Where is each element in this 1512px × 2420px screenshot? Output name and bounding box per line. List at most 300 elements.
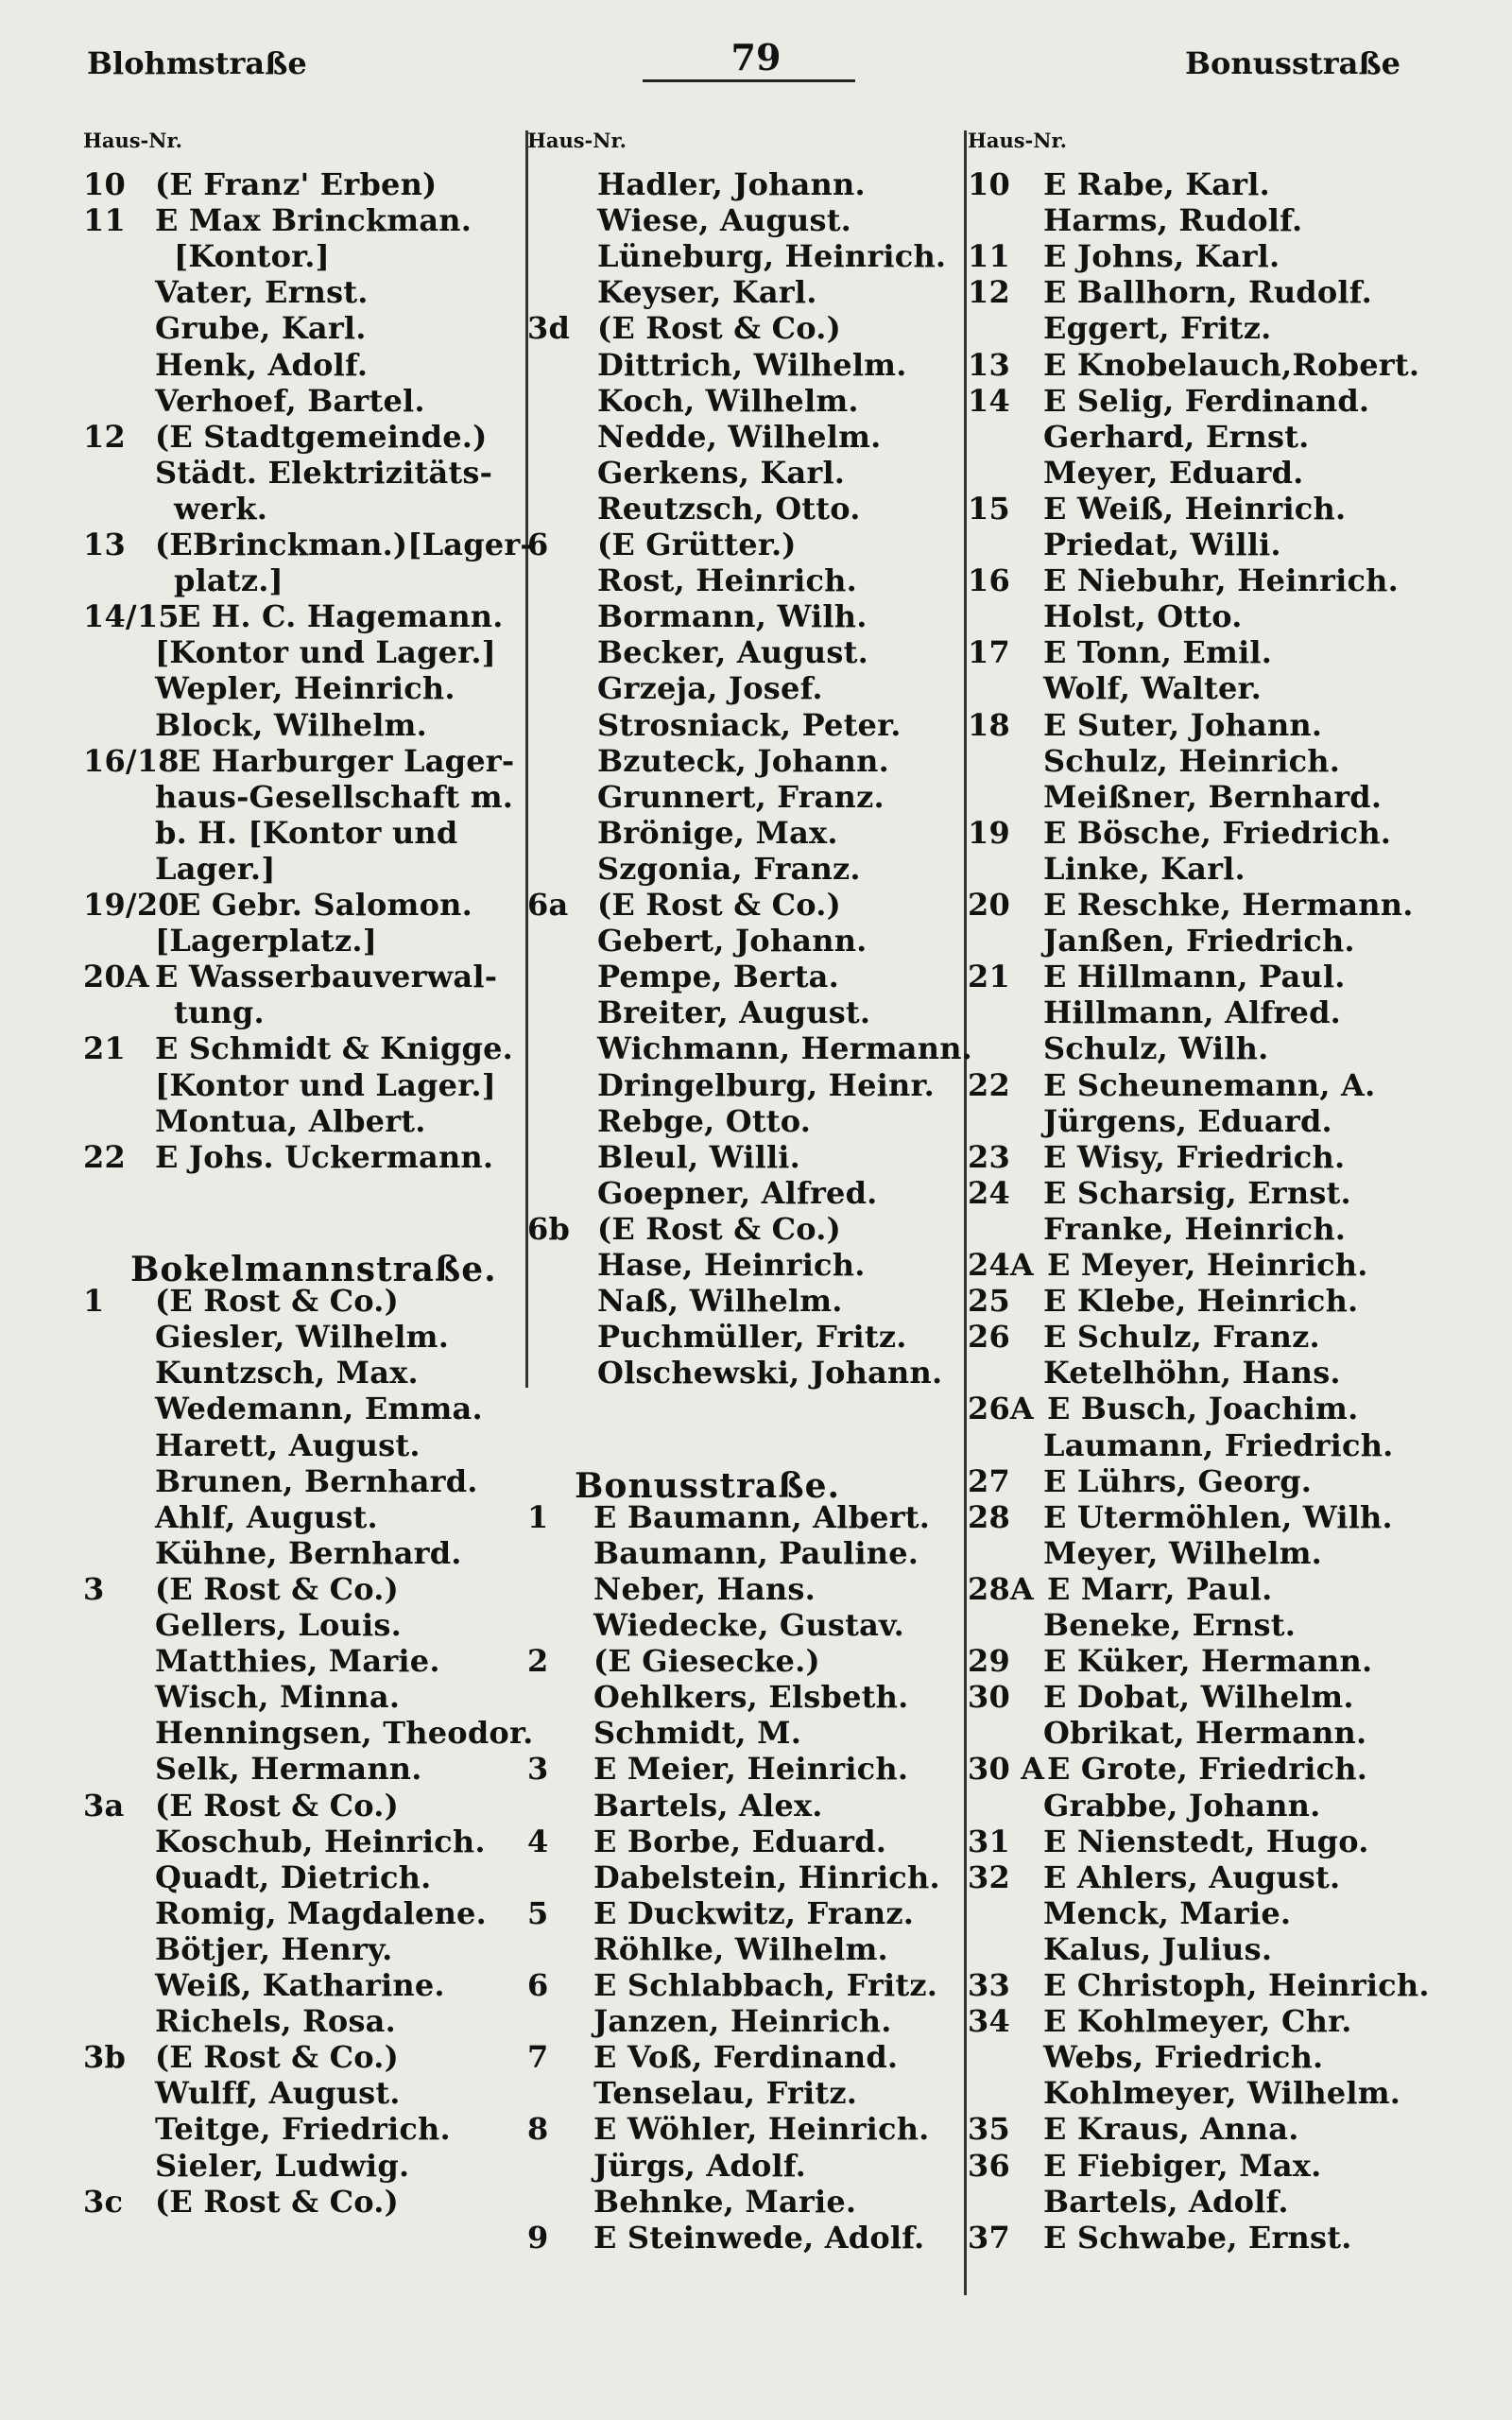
entry-text: Wedemann, Emma. — [155, 1391, 483, 1427]
directory-entry — [83, 707, 518, 743]
house-number: 14/15 — [83, 598, 180, 635]
directory-entry — [968, 1427, 1440, 1463]
house-number: 31 — [968, 1823, 1010, 1859]
entry-text: E Schmidt & Knigge. — [155, 1030, 514, 1067]
directory-entry — [83, 1931, 518, 1967]
directory-entry — [527, 1571, 962, 1607]
directory-entry — [83, 1355, 518, 1391]
house-number: 13 — [83, 527, 126, 562]
directory-entry — [83, 1535, 518, 1571]
directory-entry — [83, 202, 518, 238]
house-number: 6 — [527, 1967, 549, 2003]
directory-entry — [527, 1067, 962, 1103]
entry-text: Hadler, Johann. — [597, 166, 866, 202]
entry-text: Vater, Ernst. — [155, 274, 369, 311]
house-number: 22 — [83, 1138, 126, 1175]
directory-entry — [83, 959, 518, 994]
directory-entry — [968, 959, 1440, 994]
directory-entry — [83, 1175, 518, 1211]
entry-text: (E Giesecke.) — [593, 1643, 820, 1680]
directory-entry — [83, 1030, 518, 1066]
entry-text: Dringelburg, Heinr. — [597, 1066, 935, 1103]
directory-entry — [527, 2039, 962, 2075]
directory-entry — [968, 1463, 1440, 1499]
entry-text: Wulff, August. — [155, 2075, 401, 2112]
entry-text: E Marr, Paul. — [1047, 1570, 1273, 1607]
entry-text: Obrikat, Hermann. — [1043, 1715, 1367, 1752]
directory-entry — [83, 2003, 518, 2039]
directory-entry — [527, 310, 962, 346]
entry-text: Schulz, Wilh. — [1043, 1030, 1269, 1067]
entry-text: Dittrich, Wilhelm. — [597, 346, 907, 383]
directory-entry — [527, 1175, 962, 1211]
directory-entry — [968, 1211, 1440, 1247]
directory-entry — [968, 851, 1440, 887]
entry-text: werk. — [174, 490, 268, 527]
directory-entry — [83, 383, 518, 419]
directory-entry — [83, 527, 533, 562]
directory-entry — [527, 2148, 962, 2184]
directory-entry — [968, 1895, 1440, 1931]
entry-text: Hillmann, Alfred. — [1043, 994, 1341, 1031]
directory-entry — [83, 1967, 518, 2003]
directory-entry — [527, 670, 962, 706]
entry-text: E Küker, Hermann. — [1043, 1643, 1373, 1680]
entry-text: E Duckwitz, Franz. — [593, 1894, 915, 1931]
directory-entry — [968, 491, 1440, 527]
entry-text: [Kontor.] — [174, 238, 330, 275]
directory-entry — [968, 1175, 1440, 1211]
directory-entry — [968, 419, 1440, 455]
house-number: 24A — [968, 1247, 1034, 1283]
entry-text: (E Rost & Co.) — [155, 2183, 399, 2220]
house-number: 1 — [527, 1498, 549, 1535]
directory-entry — [527, 527, 962, 562]
entry-text: platz.] — [174, 562, 284, 599]
directory-entry — [527, 202, 962, 238]
house-number: 4 — [527, 1823, 549, 1859]
entry-text: Bleul, Willi. — [597, 1138, 801, 1175]
house-number: 3d — [527, 310, 571, 347]
entry-text: E Fiebiger, Max. — [1043, 2147, 1322, 2184]
entry-text: E Weiß, Heinrich. — [1043, 490, 1347, 527]
entry-text: E Nienstedt, Hugo. — [1043, 1823, 1369, 1859]
house-number: 3 — [527, 1751, 549, 1788]
entry-text: (E Rost & Co.) — [155, 1787, 399, 1824]
entry-text: Janzen, Heinrich. — [593, 2003, 892, 2040]
entry-text: Teitge, Friedrich. — [155, 2111, 451, 2148]
entry-text: E Klebe, Heinrich. — [1043, 1283, 1359, 1320]
entry-text: E Suter, Johann. — [1043, 706, 1323, 743]
directory-entry — [527, 491, 962, 527]
entry-text: (E Rost & Co.) — [155, 1283, 399, 1320]
directory-entry — [83, 2184, 518, 2220]
entry-text: b. H. [Kontor und — [155, 814, 458, 851]
directory-entry — [527, 851, 962, 887]
entry-text: Röhlke, Wilhelm. — [593, 1930, 888, 1967]
entry-text: Priedat, Willi. — [1043, 527, 1281, 562]
page-number: 79 — [730, 36, 782, 78]
house-number: 24 — [968, 1174, 1010, 1211]
entry-text: Schulz, Heinrich. — [1043, 742, 1341, 779]
entry-text: E Max Brinckman. — [155, 202, 472, 239]
house-number: 28 — [968, 1498, 1010, 1535]
directory-entry — [83, 274, 518, 310]
directory-entry — [83, 1571, 518, 1607]
entry-text: Verhoef, Bartel. — [155, 382, 425, 419]
entry-text: E Busch, Joachim. — [1047, 1391, 1359, 1427]
entry-text: (EBrinckman.)[Lager- — [155, 527, 533, 562]
directory-entry — [527, 1247, 962, 1283]
directory-entry — [968, 815, 1440, 851]
entry-text: Meißner, Bernhard. — [1043, 778, 1383, 815]
house-number: 19 — [968, 814, 1010, 851]
directory-entry — [83, 1499, 518, 1535]
entry-text: Franke, Heinrich. — [1043, 1210, 1347, 1247]
entry-text: E Christoph, Heinrich. — [1043, 1967, 1430, 2003]
entry-text: Schmidt, M. — [593, 1715, 802, 1752]
entry-text: E Wöhler, Heinrich. — [593, 2111, 930, 2148]
directory-entry — [968, 1715, 1440, 1751]
entry-text: E Utermöhlen, Wilh. — [1043, 1498, 1393, 1535]
house-number: 19/20 — [83, 887, 180, 923]
entry-text: E Ballhorn, Rudolf. — [1043, 274, 1372, 311]
entry-text: E Voß, Ferdinand. — [593, 2039, 899, 2076]
entry-text: Weiß, Katharine. — [155, 1967, 445, 2003]
entry-text: Rebge, Otto. — [597, 1102, 812, 1139]
directory-entry — [968, 1788, 1440, 1824]
entry-text: E Johs. Uckermann. — [155, 1138, 494, 1175]
entry-text: Jürgens, Eduard. — [1043, 1102, 1332, 1139]
house-number: 16/18 — [83, 742, 180, 779]
directory-entry — [83, 1715, 534, 1752]
column-divider — [964, 130, 967, 2295]
directory-entry — [527, 1030, 973, 1067]
directory-entry — [83, 815, 518, 851]
directory-entry — [527, 1319, 962, 1355]
directory-entry — [83, 1067, 518, 1103]
column-heading: Haus-Nr. — [527, 129, 627, 152]
entry-text: Wiedecke, Gustav. — [593, 1607, 904, 1643]
section-heading: Bokelmannstraße. — [130, 1250, 497, 1289]
directory-entry — [968, 166, 1440, 202]
entry-text: Janßen, Friedrich. — [1043, 923, 1355, 959]
entry-text: Selk, Hermann. — [155, 1751, 422, 1788]
directory-entry — [527, 634, 962, 670]
entry-text: Behnke, Marie. — [593, 2183, 857, 2220]
entry-text: (E Rost & Co.) — [155, 2039, 399, 2076]
house-number: 36 — [968, 2147, 1010, 2184]
header-rule — [643, 79, 855, 82]
entry-text: Wiese, August. — [597, 202, 852, 239]
directory-entry — [527, 1103, 962, 1139]
house-number: 28A — [968, 1570, 1034, 1607]
entry-text: Bötjer, Henry. — [155, 1930, 393, 1967]
entry-text: E Bösche, Friedrich. — [1043, 814, 1392, 851]
house-number: 8 — [527, 2111, 549, 2148]
house-number: 10 — [83, 166, 126, 202]
house-number: 16 — [968, 562, 1010, 599]
entry-text: E Kohlmeyer, Chr. — [1043, 2003, 1352, 2040]
entry-text: E Wisy, Friedrich. — [1043, 1138, 1346, 1175]
entry-text: Gellers, Louis. — [155, 1607, 402, 1643]
directory-entry — [527, 707, 962, 743]
directory-entry — [968, 238, 1440, 274]
entry-text: Romig, Magdalene. — [155, 1894, 487, 1931]
directory-entry — [968, 455, 1440, 491]
section-heading: Bonusstraße. — [575, 1465, 841, 1506]
house-number: 37 — [968, 2219, 1010, 2256]
entry-text: Goepner, Alfred. — [597, 1174, 878, 1211]
directory-entry — [968, 1824, 1440, 1859]
header-right-street: Bonusstraße — [1185, 45, 1400, 81]
directory-entry — [968, 274, 1440, 310]
entry-text: Brönige, Max. — [597, 814, 838, 851]
directory-entry — [83, 1139, 518, 1175]
entry-text: tung. — [174, 994, 265, 1031]
directory-entry — [968, 634, 1440, 670]
entry-text: E Schulz, Franz. — [1043, 1319, 1320, 1356]
directory-entry — [527, 1859, 962, 1895]
directory-entry — [968, 1679, 1440, 1715]
directory-entry — [83, 1679, 518, 1715]
entry-text: E Borbe, Eduard. — [593, 1823, 887, 1859]
entry-text: E Dobat, Wilhelm. — [1043, 1679, 1354, 1716]
header-left-street: Blohmstraße — [87, 45, 307, 81]
entry-text: Gerkens, Karl. — [597, 454, 846, 491]
directory-entry — [83, 1391, 518, 1426]
house-number: 1 — [83, 1283, 105, 1320]
directory-entry — [968, 2111, 1440, 2147]
entry-text: Wichmann, Hermann. — [597, 1030, 973, 1067]
entry-text: Grabbe, Johann. — [1043, 1787, 1321, 1824]
entry-text: Becker, August. — [597, 634, 868, 671]
house-number: 6 — [527, 527, 549, 562]
directory-entry — [968, 887, 1440, 923]
entry-text: Ketelhöhn, Hans. — [1043, 1355, 1341, 1392]
directory-entry — [968, 1859, 1440, 1895]
directory-entry — [527, 1824, 962, 1859]
directory-entry — [968, 707, 1440, 743]
house-number: 21 — [968, 959, 1010, 995]
directory-entry — [83, 887, 518, 923]
entry-text: Städt. Elektrizitäts- — [155, 454, 493, 491]
entry-text: (E Rost & Co.) — [597, 1210, 841, 1247]
entry-text: [Lagerplatz.] — [155, 923, 378, 959]
entry-text: Breiter, August. — [597, 994, 871, 1031]
directory-entry — [83, 670, 518, 706]
entry-text: E Johns, Karl. — [1043, 238, 1280, 275]
directory-entry — [968, 527, 1440, 562]
directory-entry — [527, 2220, 962, 2256]
entry-text: E Meyer, Heinrich. — [1047, 1247, 1368, 1283]
entry-text: Keyser, Karl. — [597, 274, 817, 311]
directory-entry — [968, 1535, 1440, 1571]
entry-text: Bzuteck, Johann. — [597, 742, 889, 779]
entry-text: E Steinwede, Adolf. — [593, 2219, 925, 2256]
house-number: 3 — [83, 1570, 105, 1607]
entry-text: (E Rost & Co.) — [597, 310, 841, 347]
entry-text: Nedde, Wilhelm. — [597, 418, 882, 455]
directory-entry — [83, 598, 518, 634]
directory-entry — [83, 166, 518, 202]
entry-text: Webs, Friedrich. — [1043, 2039, 1324, 2076]
house-number: 35 — [968, 2111, 1010, 2148]
directory-entry — [83, 1283, 518, 1319]
directory-entry — [968, 923, 1440, 959]
entry-text: Neber, Hans. — [593, 1570, 816, 1607]
directory-entry — [527, 815, 962, 851]
entry-text: Kühne, Bernhard. — [155, 1534, 462, 1571]
entry-text: Oehlkers, Elsbeth. — [593, 1679, 909, 1716]
entry-text: Matthies, Marie. — [155, 1643, 440, 1680]
column-heading: Haus-Nr. — [968, 129, 1067, 152]
directory-entry — [968, 1967, 1440, 2003]
directory-entry — [968, 2003, 1440, 2039]
house-number: 3a — [83, 1787, 125, 1824]
directory-entry — [968, 2184, 1440, 2220]
house-number: 26A — [968, 1391, 1034, 1427]
directory-entry — [83, 1607, 518, 1643]
directory-entry — [527, 743, 962, 779]
house-number: 11 — [968, 238, 1010, 275]
directory-entry — [968, 202, 1440, 238]
directory-entry — [83, 994, 518, 1030]
directory-entry — [527, 1751, 962, 1787]
entry-text: Jürgs, Adolf. — [593, 2147, 807, 2184]
directory-entry — [527, 2184, 962, 2220]
directory-entry — [527, 2003, 962, 2039]
entry-text: Harett, August. — [155, 1426, 421, 1463]
directory-entry — [968, 1931, 1440, 1967]
entry-text: Naß, Wilhelm. — [597, 1283, 843, 1320]
house-number: 25 — [968, 1283, 1010, 1320]
directory-entry — [527, 2075, 962, 2111]
directory-entry — [83, 1751, 518, 1787]
directory-entry — [968, 1391, 1440, 1426]
entry-text: Giesler, Wilhelm. — [155, 1319, 450, 1356]
directory-entry — [527, 959, 962, 994]
entry-text: Koschub, Heinrich. — [155, 1823, 486, 1859]
entry-text: E Hillmann, Paul. — [1043, 959, 1346, 995]
directory-entry — [83, 634, 518, 670]
entry-text: Gebert, Johann. — [597, 923, 868, 959]
directory-entry — [968, 1283, 1440, 1319]
entry-text: Linke, Karl. — [1043, 850, 1246, 887]
directory-entry — [968, 1030, 1440, 1066]
directory-entry — [527, 1607, 962, 1643]
entry-text: Gerhard, Ernst. — [1043, 418, 1310, 455]
directory-entry — [527, 562, 962, 598]
entry-text: Kohlmeyer, Wilhelm. — [1043, 2075, 1401, 2112]
entry-text: E Schwabe, Ernst. — [1043, 2219, 1352, 2256]
entry-text: Bartels, Adolf. — [1043, 2183, 1289, 2220]
house-number: 18 — [968, 706, 1010, 743]
entry-text: Montua, Albert. — [155, 1102, 426, 1139]
house-number: 5 — [527, 1894, 549, 1931]
entry-text: Wisch, Minna. — [155, 1679, 401, 1716]
directory-entry — [83, 1427, 518, 1463]
directory-entry — [968, 994, 1440, 1030]
house-number: 12 — [83, 418, 126, 455]
directory-entry — [527, 923, 962, 959]
directory-entry — [527, 383, 962, 419]
house-number: 29 — [968, 1643, 1010, 1680]
directory-entry — [527, 238, 962, 274]
directory-entry — [968, 598, 1440, 634]
directory-entry — [968, 743, 1440, 779]
house-number: 17 — [968, 634, 1010, 671]
house-number: 6a — [527, 887, 569, 923]
house-number: 27 — [968, 1462, 1010, 1499]
house-number: 26 — [968, 1319, 1010, 1356]
entry-text: Kalus, Julius. — [1043, 1930, 1273, 1967]
directory-entry — [527, 1788, 962, 1824]
directory-entry — [527, 455, 962, 491]
entry-text: E Selig, Ferdinand. — [1043, 382, 1370, 419]
house-number: 9 — [527, 2219, 549, 2256]
entry-text: haus-Gesellschaft m. — [155, 778, 514, 815]
directory-entry — [968, 1319, 1440, 1355]
directory-entry — [83, 238, 518, 274]
entry-text: E Lührs, Georg. — [1043, 1462, 1313, 1499]
entry-text: (E Franz' Erben) — [155, 166, 438, 202]
entry-text: Beneke, Ernst. — [1043, 1607, 1297, 1643]
entry-text: [Kontor und Lager.] — [155, 1066, 497, 1103]
entry-text: E Tonn, Emil. — [1043, 634, 1273, 671]
entry-text: Strosniack, Peter. — [597, 706, 902, 743]
house-number: 30 A — [968, 1751, 1045, 1788]
entry-text: Pempe, Berta. — [597, 959, 839, 995]
entry-text: Kuntzsch, Max. — [155, 1355, 419, 1392]
entry-text: [Kontor und Lager.] — [155, 634, 497, 671]
directory-entry — [83, 1643, 518, 1679]
directory-entry — [968, 1499, 1440, 1535]
entry-text: Grzeja, Josef. — [597, 670, 823, 707]
house-number: 14 — [968, 382, 1010, 419]
house-number: 22 — [968, 1066, 1010, 1103]
directory-entry — [527, 994, 962, 1030]
entry-text: (E Grütter.) — [597, 527, 797, 562]
directory-entry — [527, 779, 962, 815]
entry-text: Holst, Otto. — [1043, 598, 1243, 635]
column-heading: Haus-Nr. — [83, 129, 182, 152]
house-number: 20 — [968, 887, 1010, 923]
directory-entry — [83, 851, 518, 887]
entry-text: (E Rost & Co.) — [155, 1570, 399, 1607]
directory-entry — [527, 887, 962, 923]
directory-entry — [968, 1355, 1440, 1391]
house-number: 21 — [83, 1030, 126, 1067]
directory-entry — [968, 2220, 1440, 2256]
house-number: 7 — [527, 2039, 549, 2076]
directory-entry — [83, 2111, 518, 2147]
directory-entry — [527, 1211, 962, 1247]
house-number: 3b — [83, 2039, 127, 2076]
directory-entry — [968, 1571, 1440, 1607]
directory-entry — [527, 1643, 962, 1679]
entry-text: Lager.] — [155, 850, 276, 887]
directory-entry — [527, 347, 962, 383]
house-number: 33 — [968, 1967, 1010, 2003]
directory-entry — [527, 1895, 962, 1931]
directory-entry — [83, 779, 518, 815]
entry-text: E Niebuhr, Heinrich. — [1043, 562, 1399, 599]
directory-entry — [83, 2075, 518, 2111]
entry-text: Sieler, Ludwig. — [155, 2147, 410, 2184]
directory-entry — [527, 1679, 962, 1715]
entry-text: Eggert, Fritz. — [1043, 310, 1272, 347]
